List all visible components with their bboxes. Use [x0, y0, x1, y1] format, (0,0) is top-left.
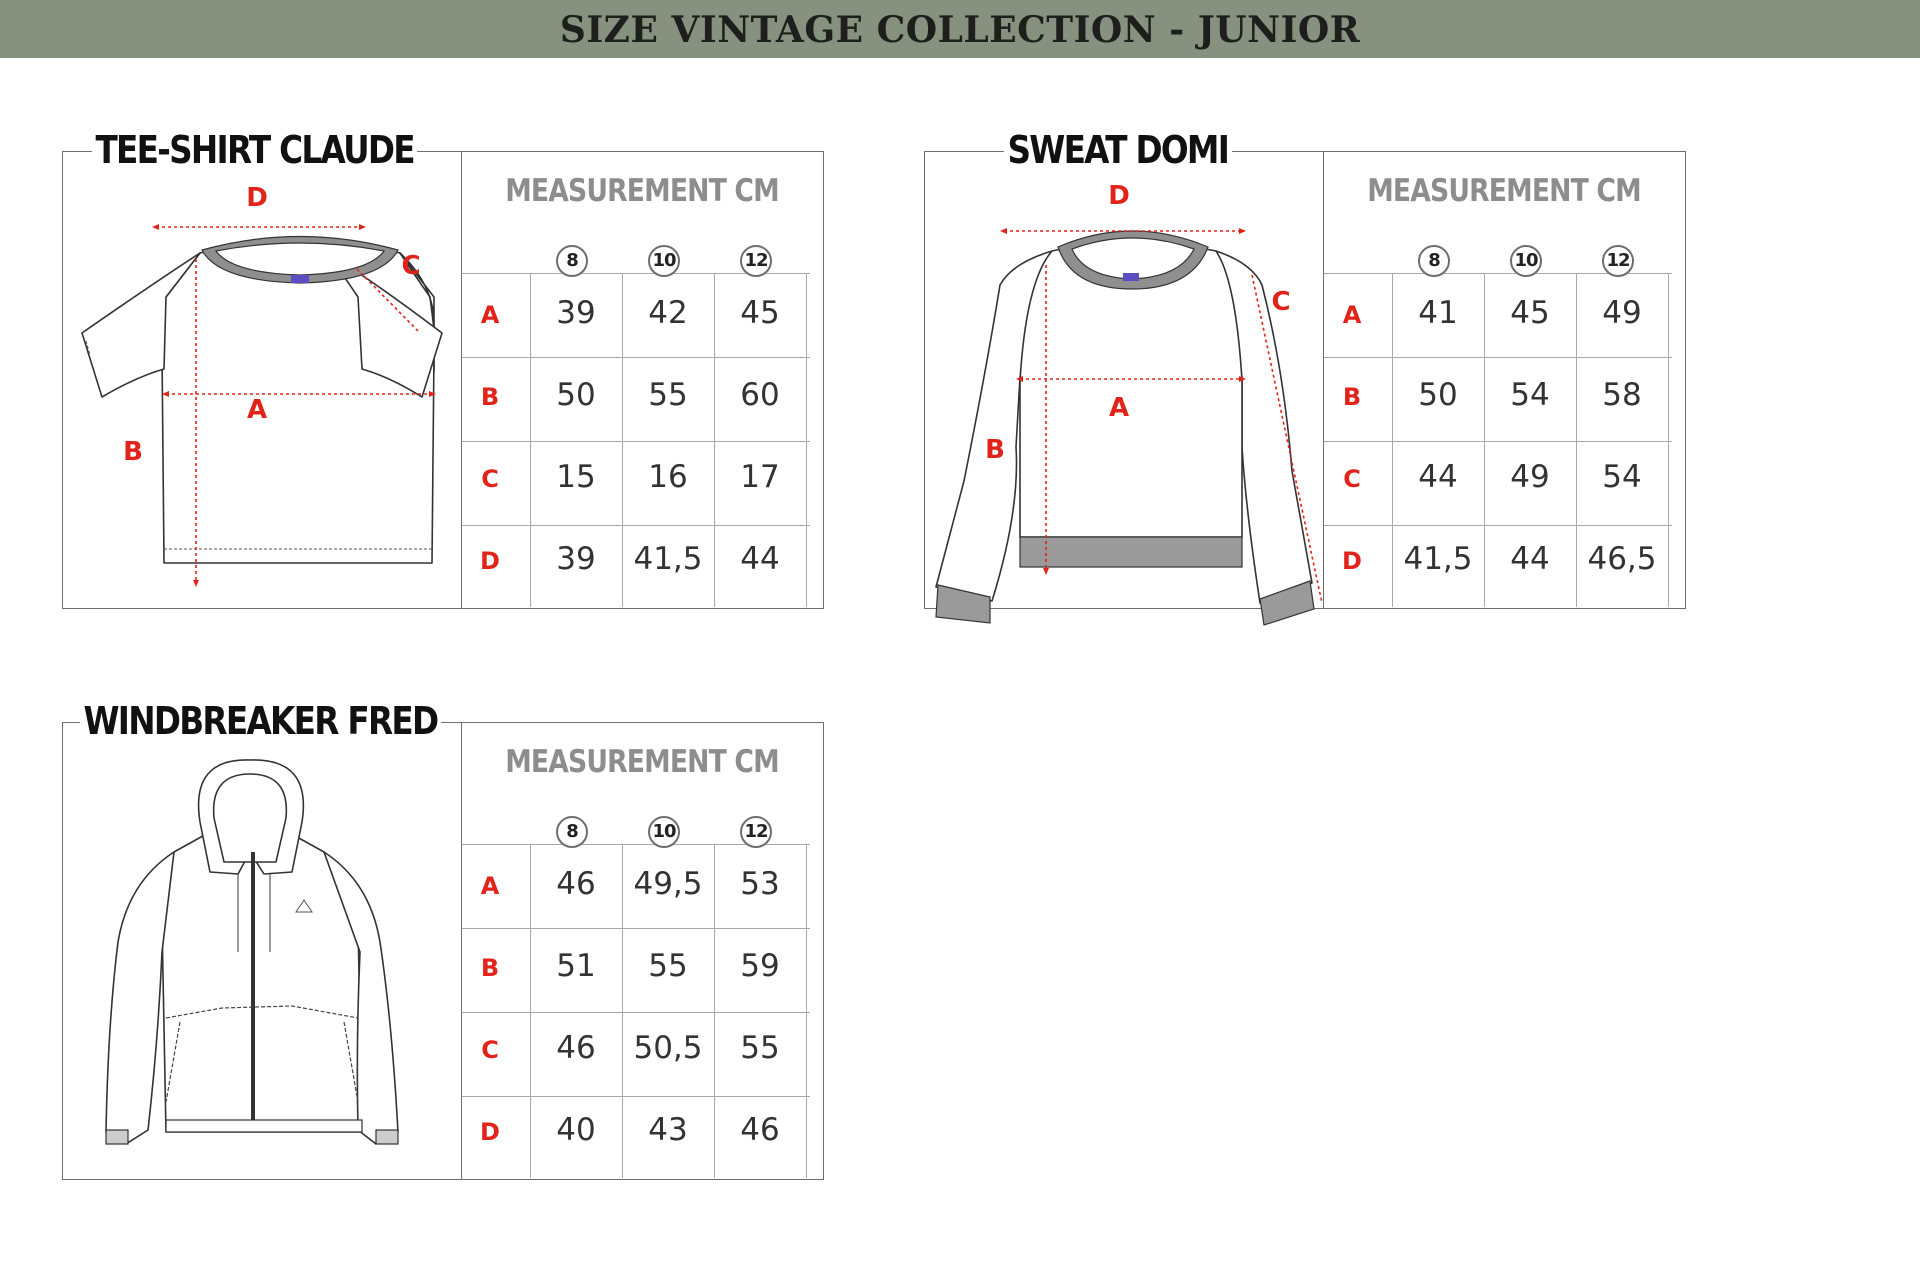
table-cell: 49 [1510, 459, 1550, 495]
row-label-b: B [480, 954, 500, 982]
diagram-label-b: B [123, 437, 143, 467]
diagram-label-c: C [1271, 287, 1291, 317]
windbreaker-icon [62, 722, 461, 1179]
table-cell: 55 [740, 1030, 780, 1066]
row-label-c: C [481, 465, 499, 493]
table-cell: 43 [648, 1112, 688, 1148]
table-cell: 40 [556, 1112, 596, 1148]
product-card-sweat [924, 128, 1686, 609]
table-cell: 41,5 [1403, 541, 1473, 577]
table-cell: 55 [648, 948, 688, 984]
measurement-table [1324, 273, 1672, 607]
table-cell: 50 [1418, 377, 1458, 413]
product-card-windbreaker [62, 699, 824, 1180]
product-title: WINDBREAKER FRED [80, 698, 441, 744]
table-cell: 46 [556, 866, 596, 902]
table-cell: 15 [556, 459, 596, 495]
size-badge-12: 12 [740, 816, 772, 848]
table-cell: 59 [740, 948, 780, 984]
size-badge-8: 8 [556, 245, 588, 277]
table-cell: 54 [1510, 377, 1550, 413]
table-cell: 46 [740, 1112, 780, 1148]
table-cell: 51 [556, 948, 596, 984]
size-badge-10: 10 [648, 245, 680, 277]
table-cell: 49 [1602, 295, 1642, 331]
diagram-label-b: B [985, 435, 1005, 465]
table-cell: 46,5 [1587, 541, 1657, 577]
row-label-b: B [480, 383, 500, 411]
row-label-d: D [480, 547, 500, 575]
diagram-label-d: D [1108, 181, 1130, 211]
diagram-label-a: A [1108, 393, 1130, 423]
table-cell: 53 [740, 866, 780, 902]
table-cell: 50,5 [633, 1030, 703, 1066]
table-cell: 41,5 [633, 541, 703, 577]
size-badge-12: 12 [1602, 245, 1634, 277]
size-badge-10: 10 [1510, 245, 1542, 277]
row-label-b: B [1342, 383, 1362, 411]
table-cell: 44 [1510, 541, 1550, 577]
table-cell: 39 [556, 295, 596, 331]
product-card-tee-shirt [62, 128, 824, 609]
table-cell: 44 [740, 541, 780, 577]
product-title: TEE-SHIRT CLAUDE [92, 127, 417, 173]
sweatshirt-icon [924, 151, 1323, 608]
table-cell: 45 [1510, 295, 1550, 331]
table-cell: 49,5 [633, 866, 703, 902]
table-cell: 60 [740, 377, 780, 413]
tshirt-icon [62, 151, 461, 608]
product-title: SWEAT DOMI [1004, 127, 1232, 173]
table-cell: 41 [1418, 295, 1458, 331]
table-cell: 42 [648, 295, 688, 331]
table-cell: 45 [740, 295, 780, 331]
table-cell: 16 [648, 459, 688, 495]
measurement-title: MEASUREMENT CM [505, 173, 779, 209]
table-cell: 50 [556, 377, 596, 413]
row-label-d: D [480, 1118, 500, 1146]
table-cell: 58 [1602, 377, 1642, 413]
size-badge-8: 8 [1418, 245, 1450, 277]
measurement-title: MEASUREMENT CM [505, 744, 779, 780]
row-label-d: D [1342, 547, 1362, 575]
table-cell: 55 [648, 377, 688, 413]
measurement-table [462, 844, 810, 1178]
diagram-label-c: C [401, 251, 421, 281]
row-label-c: C [481, 1036, 499, 1064]
measurement-table [462, 273, 810, 607]
table-cell: 46 [556, 1030, 596, 1066]
size-badge-8: 8 [556, 816, 588, 848]
diagram-label-d: D [246, 183, 268, 213]
table-cell: 54 [1602, 459, 1642, 495]
size-badge-12: 12 [740, 245, 772, 277]
measurement-title: MEASUREMENT CM [1367, 173, 1641, 209]
row-label-a: A [1342, 301, 1362, 329]
page-title: SIZE VINTAGE COLLECTION - JUNIOR [559, 9, 1361, 51]
table-cell: 44 [1418, 459, 1458, 495]
row-label-a: A [480, 872, 500, 900]
row-label-a: A [480, 301, 500, 329]
size-badge-10: 10 [648, 816, 680, 848]
row-label-c: C [1343, 465, 1361, 493]
diagram-label-a: A [246, 395, 268, 425]
table-cell: 39 [556, 541, 596, 577]
table-cell: 17 [740, 459, 780, 495]
